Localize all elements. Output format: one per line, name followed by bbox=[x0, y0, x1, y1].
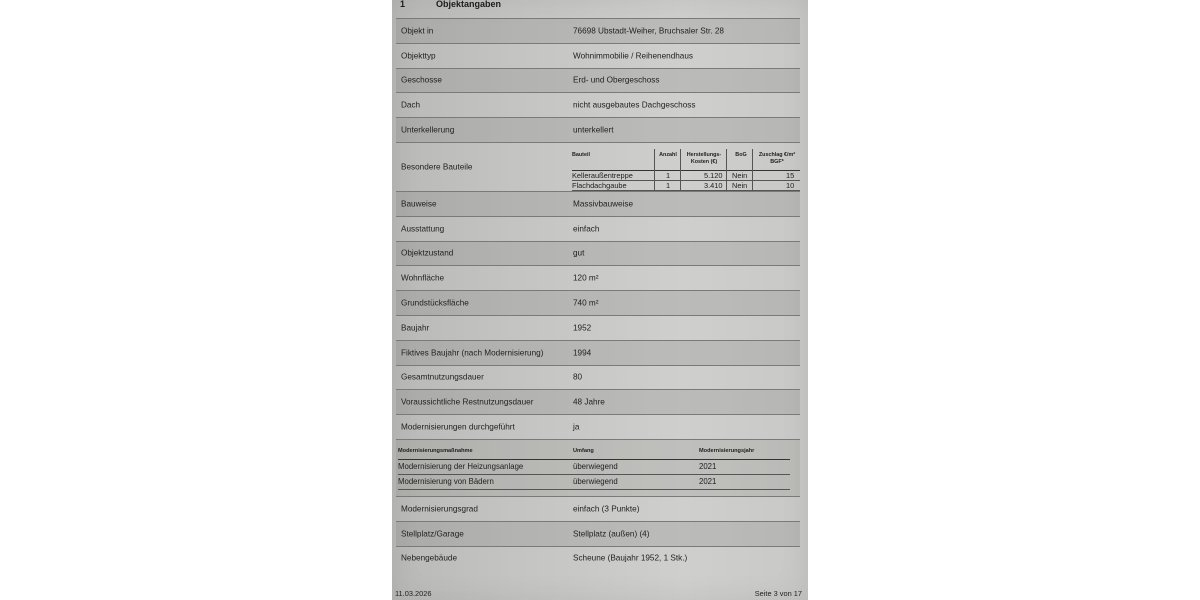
row-dach bbox=[396, 92, 800, 117]
row-modernisierungsgrad bbox=[396, 496, 800, 521]
cell-massnahme: Modernisierung der Heizungsanlage bbox=[398, 461, 524, 471]
cell-bog: Nein bbox=[732, 180, 748, 190]
table-row bbox=[398, 460, 790, 475]
row-label: Nebengebäude bbox=[401, 553, 458, 563]
row-value: Stellplatz (außen) (4) bbox=[573, 529, 650, 539]
row-value: einfach bbox=[573, 224, 600, 234]
header-umfang: Umfang bbox=[573, 447, 594, 454]
row-value: gut bbox=[573, 248, 585, 258]
row-value: 740 m² bbox=[573, 298, 599, 308]
section-heading bbox=[400, 0, 800, 13]
header-massnahme: Modernisierungsmaßnahme bbox=[398, 447, 473, 454]
row-value: 76698 Ubstadt-Weiher, Bruchsaler Str. 28 bbox=[573, 26, 724, 36]
row-label: Baujahr bbox=[401, 323, 430, 333]
row-value: Wohnimmobilie / Reihenendhaus bbox=[573, 51, 694, 61]
row-value: 80 bbox=[573, 372, 583, 382]
bauteile-table bbox=[572, 149, 800, 191]
property-table bbox=[396, 18, 800, 570]
row-label: Modernisierungen durchgeführt bbox=[401, 422, 515, 432]
footer-date: 11.03.2026 bbox=[395, 589, 432, 598]
row-label: Grundstücksfläche bbox=[401, 298, 469, 308]
column-divider bbox=[726, 149, 727, 191]
bauteile-header bbox=[572, 149, 800, 171]
row-bauweise bbox=[396, 191, 800, 216]
row-value: 1952 bbox=[573, 323, 592, 333]
cell-umfang: überwiegend bbox=[573, 476, 618, 486]
row-value: unterkellert bbox=[573, 125, 614, 135]
cell-jahr: 2021 bbox=[699, 461, 717, 471]
header-zuschlag: Zuschlag €/m² BGF* bbox=[758, 151, 796, 165]
row-label: Dach bbox=[401, 100, 421, 110]
header-anzahl: Anzahl bbox=[659, 151, 677, 158]
row-label: Wohnfläche bbox=[401, 273, 445, 283]
row-ausstattung bbox=[396, 216, 800, 241]
row-label: Objektzustand bbox=[401, 248, 454, 258]
cell-kosten: 5.120 bbox=[704, 170, 723, 180]
row-grundstuecksflaeche bbox=[396, 290, 800, 315]
cell-anzahl: 1 bbox=[666, 180, 671, 190]
table-row bbox=[572, 181, 800, 191]
row-baujahr bbox=[396, 315, 800, 340]
row-value: 120 m² bbox=[573, 273, 599, 283]
row-gesamtnutzungsdauer bbox=[396, 365, 800, 390]
page-number: Seite 3 von 17 bbox=[754, 589, 802, 598]
row-value: Massivbauweise bbox=[573, 199, 634, 209]
header-bog: BoG bbox=[735, 151, 747, 158]
cell-umfang: überwiegend bbox=[573, 461, 618, 471]
row-besondere-bauteile bbox=[396, 142, 800, 191]
row-objekttyp bbox=[396, 43, 800, 68]
row-value: 1994 bbox=[573, 348, 592, 358]
section-number: 1 bbox=[400, 0, 406, 9]
row-value: nicht ausgebautes Dachgeschoss bbox=[573, 100, 696, 110]
row-label: Voraussichtliche Restnutzungsdauer bbox=[401, 397, 534, 407]
row-geschosse bbox=[396, 68, 800, 93]
cell-massnahme: Modernisierung von Bädern bbox=[398, 476, 494, 486]
row-wohnflaeche bbox=[396, 265, 800, 290]
cell-bauteil: Kelleraußentreppe bbox=[572, 170, 633, 180]
row-objektzustand bbox=[396, 241, 800, 266]
row-label: Modernisierungsgrad bbox=[401, 504, 478, 514]
row-modernisierungen-durchgefuehrt bbox=[396, 414, 800, 439]
cell-anzahl: 1 bbox=[666, 170, 671, 180]
header-bauteil: Bauteil bbox=[572, 151, 590, 158]
cell-zuschlag: 15 bbox=[786, 170, 795, 180]
row-fiktives-baujahr bbox=[396, 340, 800, 365]
row-label: Gesamtnutzungsdauer bbox=[401, 372, 484, 382]
column-divider bbox=[680, 149, 681, 191]
row-label: Besondere Bauteile bbox=[401, 162, 473, 172]
document-page bbox=[392, 0, 808, 600]
row-nebengebaeude bbox=[396, 546, 800, 571]
column-divider bbox=[752, 149, 753, 191]
row-label: Stellplatz/Garage bbox=[401, 529, 464, 539]
row-stellplatz bbox=[396, 521, 800, 546]
row-label: Geschosse bbox=[401, 75, 442, 85]
row-label: Bauweise bbox=[401, 199, 437, 209]
modernisierungen-table bbox=[398, 445, 790, 490]
row-value: einfach (3 Punkte) bbox=[573, 504, 640, 514]
cell-bauteil: Flachdachgaube bbox=[572, 180, 627, 190]
cell-kosten: 3.410 bbox=[704, 180, 723, 190]
row-value: 48 Jahre bbox=[573, 397, 605, 407]
row-value: Scheune (Baujahr 1952, 1 Stk.) bbox=[573, 553, 688, 563]
table-row bbox=[572, 171, 800, 181]
cell-bog: Nein bbox=[732, 170, 748, 180]
row-value: ja bbox=[573, 422, 580, 432]
cell-zuschlag: 10 bbox=[786, 180, 795, 190]
row-label: Objekttyp bbox=[401, 51, 436, 61]
row-label: Unterkellerung bbox=[401, 125, 455, 135]
row-restnutzungsdauer bbox=[396, 389, 800, 414]
table-row bbox=[398, 475, 790, 490]
section-title: Objektangaben bbox=[436, 0, 502, 9]
row-value: Erd- und Obergeschoss bbox=[573, 75, 660, 85]
cell-jahr: 2021 bbox=[699, 476, 717, 486]
row-unterkellerung bbox=[396, 117, 800, 142]
header-kosten: Herstellungs-Kosten (€) bbox=[686, 151, 722, 165]
page-footer bbox=[392, 586, 808, 598]
row-label: Ausstattung bbox=[401, 224, 445, 234]
modernisierungen-header bbox=[398, 445, 790, 460]
row-modernisierungen-table bbox=[396, 439, 800, 496]
row-label: Objekt in bbox=[401, 26, 434, 36]
row-label: Fiktives Baujahr (nach Modernisierung) bbox=[401, 348, 544, 358]
row-objekt-in bbox=[396, 18, 800, 43]
header-jahr: Modernisierungsjahr bbox=[699, 447, 755, 454]
column-divider bbox=[654, 149, 655, 191]
